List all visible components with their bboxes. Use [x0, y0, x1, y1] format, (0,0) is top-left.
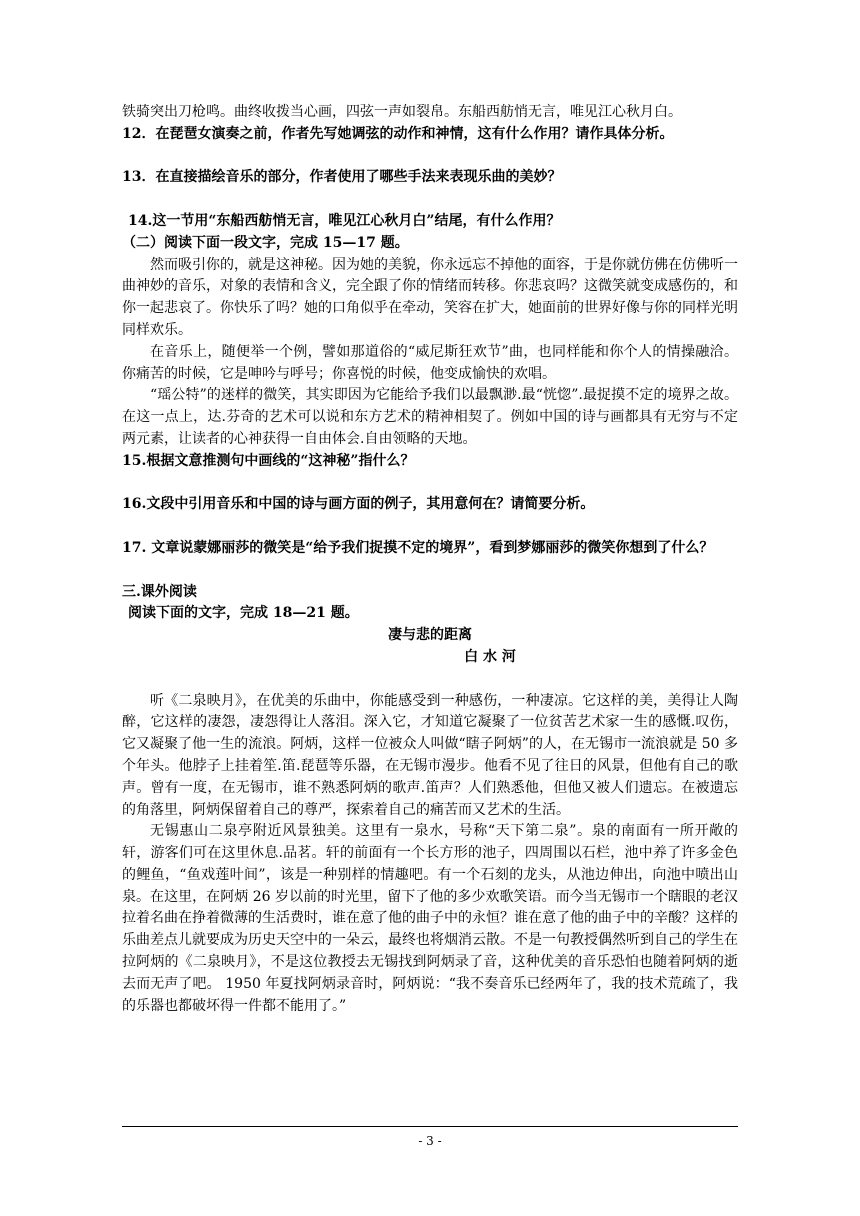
answer-space [122, 146, 738, 168]
answer-space [122, 189, 738, 211]
answer-space [122, 516, 738, 538]
question-13: 13．在直接描绘音乐的部分，作者使用了哪些手法来表现乐曲的美妙？ [122, 169, 562, 186]
article-title: 凄与悲的距离 [388, 627, 472, 644]
passage-paragraph-3: “瑶公特”的迷样的微笑，其实即因为它能给予我们以最飘渺.最“恍惚”.最捉摸不定的境界之故。在这一点上，达.芬奇的艺术可以说和东方艺术的精神相契了。例如中国的诗与画都具有无穷与不定两元素，让读者的心神获得一自由体会.自由领略的天地。 [122, 387, 738, 447]
question-15: 15.根据文意推测句中画线的“这神秘”指什么？ [122, 452, 415, 469]
question-14: 14.这一节用“东船西舫悄无言，唯见江心秋月白”结尾，有什么作用？ [128, 212, 561, 229]
poem-line: 铁骑突出刀枪鸣。曲终收拨当心画，四弦一声如裂帛。东船西舫悄无言，唯见江心秋月白。 [122, 104, 682, 120]
passage-paragraph-1: 然而吸引你的，就是这神秘。因为她的美貌，你永远忘不掉他的面容，于是你就仿佛在仿佛听一曲神妙的音乐，对象的表情和含义，完全跟了你的情绪而转移。你悲哀吗？这微笑就变成感伤的，和你一起悲哀了。你快乐了吗？她的口角似乎在牵动，笑容在扩大，她面前的世界好像与你的同样光明同样欢乐。 [122, 256, 738, 338]
question-17: 17. 文章说蒙娜丽莎的微笑是“给予我们捉摸不定的境界”，看到梦娜丽莎的微笑你想到了什么？ [122, 539, 714, 556]
passage-paragraph-2: 在音乐上，随便举一个例，譬如那道俗的“威尼斯狂欢节”曲，也同样能和你个人的情操融洽。你痛苦的时候，它是呻吟与呼号；你喜悦的时候，他变成愉快的欢唱。 [122, 343, 738, 382]
question-12: 12．在琵琶女演奏之前，作者先写她调弦的动作和神情，这有什么作用？请作具体分析。 [122, 125, 674, 142]
question-16: 16.文段中引用音乐和中国的诗与画方面的例子，其用意何在？请简要分析。 [122, 496, 595, 513]
page-content [122, 102, 738, 1017]
article-paragraph-1: 听《二泉映月》，在优美的乐曲中，你能感受到一种感伤，一种凄凉。它这样的美，美得让人陶醉，它这样的凄怨，凄怨得让人落泪。深入它，才知道它凝聚了一位贫苦艺术家一生的感慨.叹伤，它又凝聚了他一生的流浪。阿炳，这样一位被众人叫做“瞎子阿炳”的人，在无锡市一流浪就是 50 多个年头。他脖子上挂着笙.笛.琵琶等乐器，在无锡市漫步。他看不见了往日的风景，但他有自己的歌声。曾有一度，在无锡市，谁不熟悉阿炳的歌声.笛声？人们熟悉他，但他又被人们遗忘。在被遗忘的角落里，阿炳保留着自己的尊严，探索着自己的痛苦而又艺术的生活。 [122, 692, 738, 818]
section-3-instruction: 阅读下面的文字，完成 18—21 题。 [128, 605, 359, 622]
spacer [122, 669, 738, 691]
section-3-heading: 三.课外阅读 [122, 583, 197, 600]
answer-space [122, 473, 738, 495]
article-author: 白 水 河 [464, 648, 516, 665]
answer-space [122, 560, 738, 582]
page-number: - 3 - [418, 1134, 442, 1148]
footer-rule [122, 1126, 738, 1127]
article-paragraph-2: 无锡惠山二泉亭附近风景独美。这里有一泉水，号称“天下第二泉”。泉的南面有一所开敞的轩，游客们可在这里休息.品茗。轩的前面有一个长方形的池子，四周围以石栏，池中养了许多金色的鲤鱼，“鱼戏莲叶间”，该是一种别样的情趣吧。有一个石刻的龙头，从池边伸出，向池中喷出山泉。在这里，在阿炳 26 岁以前的时光里，留下了他的多少欢歌笑语。而今当无锡市一个瞎眼的老汉拉着名曲在挣着微薄的生活费时，谁在意了他的曲子中的永恒？谁在意了他的曲子中的辛酸？这样的乐曲差点儿就要成为历史天空中的一朵云，最终也将烟消云散。不是一句教授偶然听到自己的学生在拉阿炳的《二泉映月》，不是这位教授去无锡找到阿炳录了音，这种优美的音乐恐怕也随着阿炳的逝去而无声了吧。 1950 年夏找阿炳录音时，阿炳说：“我不奏音乐已经两年了，我的技术荒疏了，我的乐器也都破坏得一件都不能用了。” [122, 823, 738, 1014]
section-2-heading: （二）阅读下面一段文字，完成 15—17 题。 [122, 234, 409, 251]
